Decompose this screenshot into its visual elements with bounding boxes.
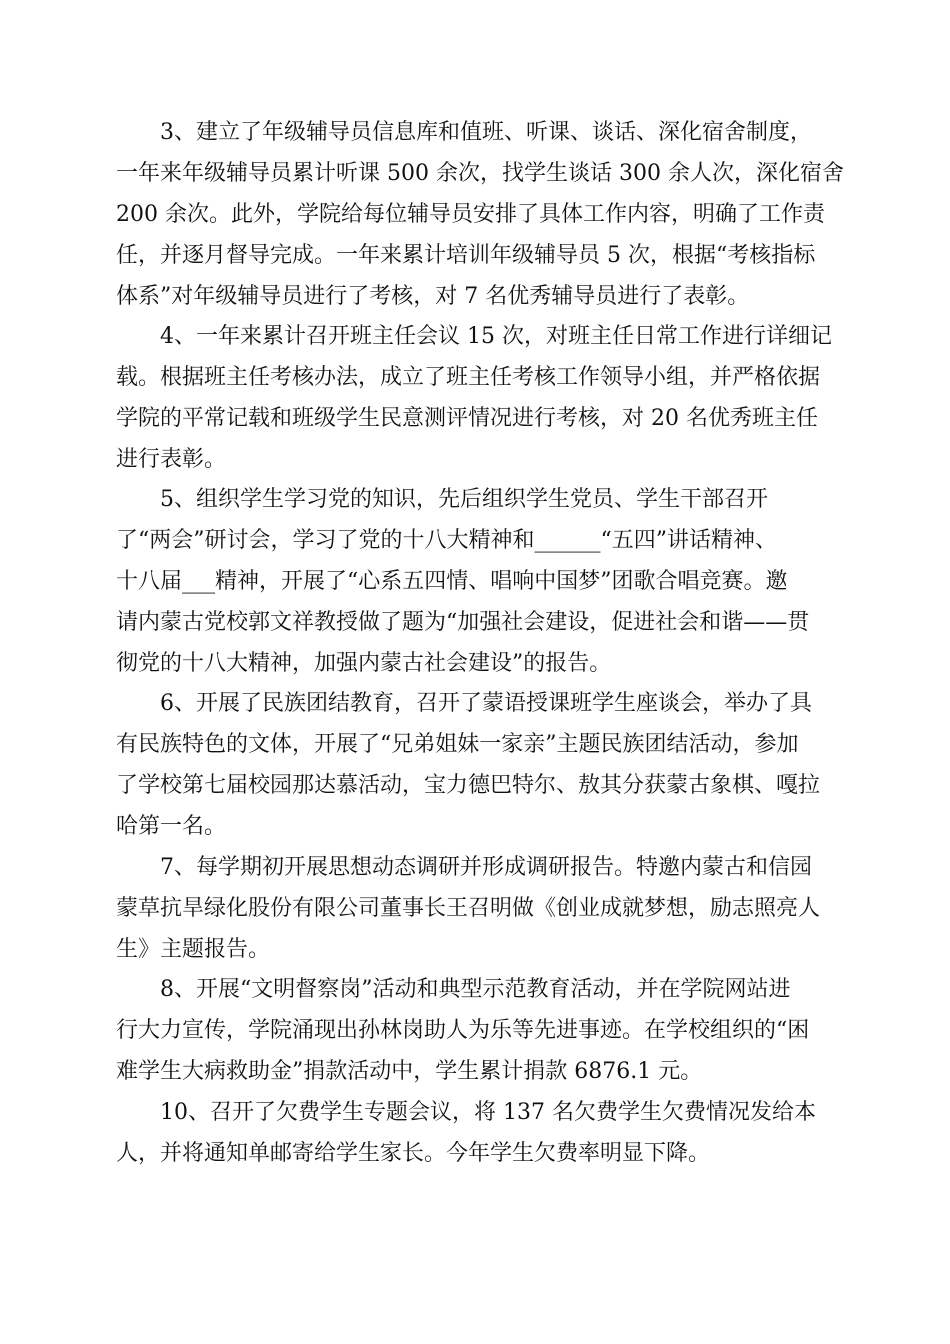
paragraph-line: 哈第一名。	[116, 814, 227, 839]
paragraph-8	[116, 969, 832, 1092]
paragraph-line: 5、组织学生学习党的知识，先后组织学生党员、学生干部召开	[160, 487, 768, 512]
paragraph-line: 了学校第七届校园那达慕活动，宝力德巴特尔、敖其分获蒙古象棋、嘎拉	[116, 773, 821, 798]
paragraph-line: 请内蒙古党校郭文祥教授做了题为“加强社会建设，促进社会和谐——贯	[116, 610, 810, 635]
paragraph-7	[116, 847, 832, 970]
paragraph-line: 任，并逐月督导完成。一年来累计培训年级辅导员 5 次，根据“考核指标	[116, 243, 816, 268]
paragraph-line: 学院的平常记载和班级学生民意测评情况进行考核，对 20 名优秀班主任	[116, 406, 818, 431]
paragraph-line: 难学生大病救助金”捐款活动中，学生累计捐款 6876.1 元。	[116, 1059, 703, 1084]
paragraph-line: 十八届___精神，开展了“心系五四情、唱响中国梦”团歌合唱竞赛。邀	[116, 569, 788, 594]
paragraph-line: 4、一年来累计召开班主任会议 15 次，对班主任日常工作进行详细记	[160, 324, 832, 349]
paragraph-line: 行大力宣传，学院涌现出孙林岗助人为乐等先进事迹。在学校组织的“困	[116, 1018, 810, 1043]
paragraph-line: 10、召开了欠费学生专题会议，将 137 名欠费学生欠费情况发给本	[160, 1100, 816, 1125]
paragraph-line: 3、建立了年级辅导员信息库和值班、听课、谈话、深化宿舍制度，	[160, 120, 812, 145]
paragraph-line: 彻党的十八大精神，加强内蒙古社会建设”的报告。	[116, 651, 612, 676]
paragraph-line: 载。根据班主任考核办法，成立了班主任考核工作领导小组，并严格依据	[116, 365, 821, 390]
paragraph-line: 人，并将通知单邮寄给学生家长。今年学生欠费率明显下降。	[116, 1141, 711, 1166]
paragraph-3	[116, 112, 844, 317]
paragraph-line: 8、开展“文明督察岗”活动和典型示范教育活动，并在学院网站进	[160, 977, 791, 1002]
paragraph-line: 了“两会”研讨会，学习了党的十八大精神和______“五四”讲话精神、	[116, 528, 777, 553]
paragraph-line: 6、开展了民族团结教育，召开了蒙语授课班学生座谈会，举办了具	[160, 691, 812, 716]
paragraph-line: 生》主题报告。	[116, 937, 271, 962]
paragraph-line: 有民族特色的文体，开展了“兄弟姐妹一家亲”主题民族团结活动，参加	[116, 732, 799, 757]
paragraph-line: 一年来年级辅导员累计听课 500 余次，找学生谈话 300 余人次，深化宿舍	[116, 161, 844, 186]
paragraph-5	[116, 479, 832, 684]
paragraph-line: 进行表彰。	[116, 447, 227, 472]
paragraph-10	[116, 1092, 832, 1174]
paragraph-line: 7、每学期初开展思想动态调研并形成调研报告。特邀内蒙古和信园	[160, 855, 812, 880]
paragraph-line: 蒙草抗旱绿化股份有限公司董事长王召明做《创业成就梦想，励志照亮人	[116, 896, 821, 921]
paragraph-6	[116, 683, 832, 847]
paragraph-line: 体系”对年级辅导员进行了考核，对 7 名优秀辅导员进行了表彰。	[116, 284, 750, 309]
paragraph-line: 200 余次。此外，学院给每位辅导员安排了具体工作内容，明确了工作责	[116, 202, 825, 227]
paragraph-4	[116, 316, 832, 480]
